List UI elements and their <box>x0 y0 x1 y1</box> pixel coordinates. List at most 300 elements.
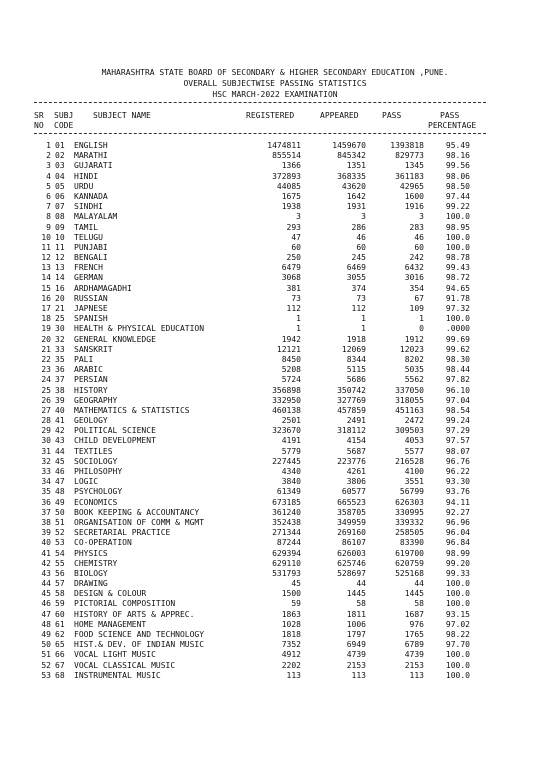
sr-no: 19 <box>41 324 51 334</box>
pass-percentage: 96.10 <box>445 385 470 395</box>
sr-no: 30 <box>41 436 51 446</box>
registered-count: 1 <box>296 324 301 334</box>
col-header-registered: REGISTERED <box>246 111 295 120</box>
pass-count: 3016 <box>404 273 424 283</box>
registered-count: 6479 <box>281 263 301 273</box>
subject-code: 40 <box>55 405 65 415</box>
subject-name: HEALTH & PHYSICAL EDUCATION <box>74 324 205 334</box>
sr-no: 14 <box>41 273 51 283</box>
sr-no: 47 <box>41 609 51 619</box>
col-header-code: CODE <box>54 121 74 130</box>
registered-count: 8450 <box>281 354 301 364</box>
subject-code: 02 <box>55 151 65 161</box>
table-row <box>0 335 550 345</box>
registered-count: 5208 <box>281 365 301 375</box>
subject-name: SOCIOLOGY <box>74 456 118 466</box>
pass-count: 0 <box>419 324 424 334</box>
sr-no: 25 <box>41 385 51 395</box>
registered-count: 332950 <box>272 395 301 405</box>
sr-no: 32 <box>41 456 51 466</box>
subject-name: TELUGU <box>74 232 103 242</box>
pass-percentage: 99.56 <box>445 161 470 171</box>
table-row <box>0 487 550 497</box>
registered-count: 381 <box>286 283 301 293</box>
registered-count: 59 <box>291 599 301 609</box>
subject-code: 09 <box>55 222 65 232</box>
sr-no: 11 <box>41 242 51 252</box>
pass-count: 5035 <box>404 365 424 375</box>
pass-percentage: 98.22 <box>445 630 470 639</box>
sr-no: 13 <box>41 263 51 273</box>
table-row <box>0 610 550 620</box>
subject-name: HIST.& DEV. OF INDIAN MUSIC <box>74 640 205 650</box>
subject-code: 08 <box>55 212 65 222</box>
appeared-count: 245 <box>351 253 366 263</box>
registered-count: 1366 <box>281 161 301 171</box>
table-row <box>0 253 550 263</box>
subject-code: 33 <box>55 344 65 354</box>
pass-count: 4100 <box>404 467 424 476</box>
pass-percentage: 100.0 <box>445 212 470 222</box>
subject-code: 45 <box>55 456 65 466</box>
table-row <box>0 202 550 212</box>
pass-count: 46 <box>414 232 424 242</box>
subject-code: 58 <box>55 589 65 599</box>
registered-count: 112 <box>286 304 301 313</box>
registered-count: 250 <box>286 253 301 263</box>
appeared-count: 1 <box>361 324 366 334</box>
pass-count: 6432 <box>404 263 424 273</box>
subject-name: FRENCH <box>74 263 103 273</box>
pass-percentage: 98.30 <box>445 354 470 364</box>
table-row <box>0 589 550 599</box>
appeared-count: 6469 <box>346 263 366 273</box>
pass-percentage: 92.27 <box>445 507 470 517</box>
pass-count: 5577 <box>404 446 424 456</box>
subject-code: 52 <box>55 528 65 538</box>
sr-no: 33 <box>41 467 51 476</box>
pass-percentage: 97.29 <box>445 426 470 436</box>
table-row <box>0 223 550 233</box>
table-row <box>0 436 550 446</box>
pass-percentage: 100.0 <box>445 579 470 589</box>
col-header-pass-percentage-line2: PERCENTAGE <box>428 121 477 130</box>
sr-no: 40 <box>41 538 51 548</box>
table-row <box>0 284 550 294</box>
sr-no: 38 <box>41 517 51 527</box>
subject-name: MARATHI <box>74 151 108 161</box>
pass-percentage: 100.0 <box>445 670 470 680</box>
appeared-count: 2153 <box>346 660 366 670</box>
subject-name: CO-OPERATION <box>74 538 132 548</box>
sr-no: 31 <box>41 446 51 456</box>
table-row <box>0 243 550 253</box>
subject-name: JAPNESE <box>74 304 108 313</box>
appeared-count: 318112 <box>337 426 366 436</box>
sr-no: 12 <box>41 253 51 263</box>
registered-count: 361240 <box>272 507 301 517</box>
pass-count: 354 <box>409 283 424 293</box>
appeared-count: 5686 <box>346 375 366 385</box>
registered-count: 855514 <box>272 151 301 161</box>
appeared-count: 1918 <box>346 334 366 344</box>
sr-no: 51 <box>41 650 51 660</box>
appeared-count: 1931 <box>346 202 366 212</box>
pass-percentage: 96.76 <box>445 456 470 466</box>
pass-count: 242 <box>409 253 424 263</box>
sr-no: 8 <box>46 212 51 222</box>
sr-no: 17 <box>41 304 51 313</box>
pass-percentage: 97.02 <box>445 619 470 629</box>
sr-no: 41 <box>41 548 51 558</box>
registered-count: 60 <box>291 242 301 252</box>
subject-name: SANSKRIT <box>74 344 113 354</box>
registered-count: 73 <box>291 293 301 303</box>
sr-no: 36 <box>41 497 51 507</box>
registered-count: 113 <box>286 670 301 680</box>
exam-title: HSC MARCH-2022 EXAMINATION <box>212 90 338 99</box>
pass-count: 8202 <box>404 354 424 364</box>
table-row <box>0 518 550 528</box>
sr-no: 21 <box>41 344 51 354</box>
pass-count: 5562 <box>404 375 424 385</box>
subject-code: 25 <box>55 314 65 324</box>
pass-count: 337050 <box>395 385 424 395</box>
appeared-count: 1459670 <box>332 141 366 150</box>
appeared-count: 1642 <box>346 191 366 201</box>
pass-percentage: 100.0 <box>445 599 470 609</box>
registered-count: 1028 <box>281 619 301 629</box>
pass-count: 258505 <box>395 528 424 538</box>
table-row <box>0 661 550 671</box>
pass-count: 2153 <box>404 660 424 670</box>
subject-code: 36 <box>55 365 65 375</box>
subject-code: 68 <box>55 670 65 680</box>
pass-percentage: 99.62 <box>445 344 470 354</box>
pass-percentage: .0000 <box>445 324 470 334</box>
subject-name: VOCAL CLASSICAL MUSIC <box>74 660 176 670</box>
subject-name: GUJARATI <box>74 161 113 171</box>
subject-name: RUSSIAN <box>74 293 108 303</box>
subject-name: GEOGRAPHY <box>74 395 118 405</box>
appeared-count: 626003 <box>337 548 366 558</box>
appeared-count: 1 <box>361 314 366 324</box>
registered-count: 1474811 <box>267 141 301 150</box>
pass-count: 1916 <box>404 202 424 212</box>
subject-code: 56 <box>55 568 65 578</box>
appeared-count: 1797 <box>346 630 366 639</box>
pass-percentage: 98.95 <box>445 222 470 232</box>
table-row <box>0 324 550 334</box>
appeared-count: 112 <box>351 304 366 313</box>
pass-count: 3551 <box>404 477 424 487</box>
table-row <box>0 345 550 355</box>
pass-percentage: 93.76 <box>445 487 470 497</box>
table-row <box>0 528 550 538</box>
appeared-count: 4739 <box>346 650 366 660</box>
subject-code: 61 <box>55 619 65 629</box>
pass-percentage: 93.15 <box>445 609 470 619</box>
subject-name: DESIGN & COLOUR <box>74 589 147 599</box>
sr-no: 34 <box>41 477 51 487</box>
col-header-subject-name: SUBJECT NAME <box>93 111 151 120</box>
pass-count: 976 <box>409 619 424 629</box>
subject-code: 43 <box>55 436 65 446</box>
appeared-count: 3055 <box>346 273 366 283</box>
table-row <box>0 549 550 559</box>
subject-code: 07 <box>55 202 65 212</box>
pass-count: 2472 <box>404 416 424 426</box>
table-row <box>0 599 550 609</box>
col-header-subj: SUBJ <box>54 111 74 120</box>
pass-count: 1912 <box>404 334 424 344</box>
table-row <box>0 314 550 324</box>
appeared-count: 4261 <box>346 467 366 476</box>
statistics-table-body <box>0 141 550 681</box>
subject-name: ARABIC <box>74 365 103 375</box>
col-header-sr: SR <box>34 111 44 120</box>
sr-no: 23 <box>41 365 51 375</box>
pass-count: 1 <box>419 314 424 324</box>
sr-no: 35 <box>41 487 51 497</box>
subject-name: ORGANISATION OF COMM & MGMT <box>74 517 205 527</box>
table-row <box>0 640 550 650</box>
appeared-count: 1445 <box>346 589 366 599</box>
subject-code: 47 <box>55 477 65 487</box>
subject-code: 37 <box>55 375 65 385</box>
subject-name: URDU <box>74 181 94 191</box>
pass-count: 42965 <box>399 181 424 191</box>
subject-code: 53 <box>55 538 65 548</box>
appeared-count: 625746 <box>337 558 366 568</box>
subject-code: 60 <box>55 609 65 619</box>
pass-count: 44 <box>414 579 424 589</box>
registered-count: 61349 <box>276 487 301 497</box>
pass-count: 525168 <box>395 568 424 578</box>
sr-no: 4 <box>46 171 51 181</box>
subject-name: SPANISH <box>74 314 108 324</box>
subject-code: 21 <box>55 304 65 313</box>
table-row <box>0 182 550 192</box>
registered-count: 47 <box>291 232 301 242</box>
pass-percentage: 98.78 <box>445 253 470 263</box>
table-row <box>0 233 550 243</box>
table-row <box>0 498 550 508</box>
pass-count: 4739 <box>404 650 424 660</box>
pass-percentage: 99.33 <box>445 568 470 578</box>
sr-no: 2 <box>46 151 51 161</box>
pass-percentage: 91.78 <box>445 293 470 303</box>
appeared-count: 44 <box>356 579 366 589</box>
subject-code: 05 <box>55 181 65 191</box>
subject-code: 03 <box>55 161 65 171</box>
appeared-count: 368335 <box>337 171 366 181</box>
subject-name: PSYCHOLOGY <box>74 487 123 497</box>
pass-count: 330995 <box>395 507 424 517</box>
pass-percentage: 98.50 <box>445 181 470 191</box>
subject-code: 04 <box>55 171 65 181</box>
pass-percentage: 100.0 <box>445 242 470 252</box>
appeared-count: 5115 <box>346 365 366 375</box>
appeared-count: 46 <box>356 232 366 242</box>
subject-code: 44 <box>55 446 65 456</box>
appeared-count: 1811 <box>346 609 366 619</box>
subject-name: PUNJABI <box>74 242 108 252</box>
registered-count: 293 <box>286 222 301 232</box>
pass-percentage: 97.32 <box>445 304 470 313</box>
subject-name: BIOLOGY <box>74 568 108 578</box>
subject-name: BOOK KEEPING & ACCOUNTANCY <box>74 507 200 517</box>
subject-name: HINDI <box>74 171 99 181</box>
appeared-count: 327769 <box>337 395 366 405</box>
pass-count: 58 <box>414 599 424 609</box>
table-row <box>0 538 550 548</box>
appeared-count: 349959 <box>337 517 366 527</box>
subject-name: MATHEMATICS & STATISTICS <box>74 405 190 415</box>
pass-count: 1345 <box>404 161 424 171</box>
sr-no: 15 <box>41 283 51 293</box>
table-row <box>0 457 550 467</box>
subject-name: MALAYALAM <box>74 212 118 222</box>
sr-no: 46 <box>41 599 51 609</box>
pass-percentage: 98.16 <box>445 151 470 161</box>
subject-name: HISTORY <box>74 385 108 395</box>
subject-code: 01 <box>55 141 65 150</box>
table-row <box>0 365 550 375</box>
subject-code: 30 <box>55 324 65 334</box>
sr-no: 24 <box>41 375 51 385</box>
sr-no: 20 <box>41 334 51 344</box>
pass-percentage: 97.44 <box>445 191 470 201</box>
registered-count: 271344 <box>272 528 301 538</box>
sr-no: 39 <box>41 528 51 538</box>
subject-name: PICTORIAL COMPOSITION <box>74 599 176 609</box>
registered-count: 3 <box>296 212 301 222</box>
registered-count: 1675 <box>281 191 301 201</box>
subject-name: DRAWING <box>74 579 108 589</box>
registered-count: 227445 <box>272 456 301 466</box>
appeared-count: 845342 <box>337 151 366 161</box>
appeared-count: 374 <box>351 283 366 293</box>
sr-no: 42 <box>41 558 51 568</box>
subject-code: 11 <box>55 242 65 252</box>
table-row <box>0 620 550 630</box>
subject-name: ECONOMICS <box>74 497 118 507</box>
table-row <box>0 151 550 161</box>
pass-count: 3 <box>419 212 424 222</box>
col-header-pass-percentage-line1: PASS <box>440 111 460 120</box>
pass-count: 56799 <box>399 487 424 497</box>
table-row <box>0 212 550 222</box>
subject-name: ENGLISH <box>74 141 108 150</box>
subject-name: TAMIL <box>74 222 99 232</box>
subject-name: CHEMISTRY <box>74 558 118 568</box>
registered-count: 673185 <box>272 497 301 507</box>
registered-count: 3840 <box>281 477 301 487</box>
pass-percentage: 100.0 <box>445 589 470 599</box>
table-row <box>0 406 550 416</box>
subject-name: CHILD DEVELOPMENT <box>74 436 156 446</box>
table-row <box>0 426 550 436</box>
registered-count: 4191 <box>281 436 301 446</box>
registered-count: 629394 <box>272 548 301 558</box>
appeared-count: 1006 <box>346 619 366 629</box>
sr-no: 9 <box>46 222 51 232</box>
appeared-count: 286 <box>351 222 366 232</box>
subject-name: PHILOSOPHY <box>74 467 123 476</box>
registered-count: 356898 <box>272 385 301 395</box>
pass-percentage: 100.0 <box>445 660 470 670</box>
table-row <box>0 447 550 457</box>
subject-code: 50 <box>55 507 65 517</box>
table-row <box>0 579 550 589</box>
pass-count: 620759 <box>395 558 424 568</box>
appeared-count: 223776 <box>337 456 366 466</box>
registered-count: 1942 <box>281 334 301 344</box>
pass-count: 619700 <box>395 548 424 558</box>
registered-count: 7352 <box>281 640 301 650</box>
subject-code: 39 <box>55 395 65 405</box>
pass-percentage: 96.84 <box>445 538 470 548</box>
registered-count: 460138 <box>272 405 301 415</box>
subject-name: PERSIAN <box>74 375 108 385</box>
table-row <box>0 569 550 579</box>
header-top-rule <box>34 102 486 103</box>
appeared-count: 665523 <box>337 497 366 507</box>
sr-no: 5 <box>46 181 51 191</box>
sr-no: 27 <box>41 405 51 415</box>
subject-name: PHYSICS <box>74 548 108 558</box>
subject-code: 38 <box>55 385 65 395</box>
pass-percentage: 99.24 <box>445 416 470 426</box>
sr-no: 7 <box>46 202 51 212</box>
appeared-count: 4154 <box>346 436 366 446</box>
pass-count: 318055 <box>395 395 424 405</box>
subject-name: KANNADA <box>74 191 108 201</box>
subject-code: 46 <box>55 467 65 476</box>
pass-count: 283 <box>409 222 424 232</box>
board-title: MAHARASHTRA STATE BOARD OF SECONDARY & HIGHER SECONDARY EDUCATION ,PUNE. <box>101 68 449 77</box>
sr-no: 16 <box>41 293 51 303</box>
subject-code: 06 <box>55 191 65 201</box>
table-row <box>0 508 550 518</box>
pass-percentage: 98.06 <box>445 171 470 181</box>
pass-count: 1687 <box>404 609 424 619</box>
pass-percentage: 93.30 <box>445 477 470 487</box>
subject-code: 14 <box>55 273 65 283</box>
subject-code: 48 <box>55 487 65 497</box>
col-header-no: NO <box>34 121 44 130</box>
table-row <box>0 386 550 396</box>
registered-count: 352438 <box>272 517 301 527</box>
table-row <box>0 467 550 477</box>
subject-code: 66 <box>55 650 65 660</box>
subject-code: 32 <box>55 334 65 344</box>
registered-count: 323670 <box>272 426 301 436</box>
subject-name: ARDHAMAGADHI <box>74 283 132 293</box>
pass-percentage: 94.65 <box>445 283 470 293</box>
table-row <box>0 630 550 640</box>
sr-no: 50 <box>41 640 51 650</box>
appeared-count: 86107 <box>341 538 366 548</box>
subject-code: 41 <box>55 416 65 426</box>
registered-count: 1818 <box>281 630 301 639</box>
table-row <box>0 273 550 283</box>
registered-count: 87244 <box>276 538 301 548</box>
pass-percentage: 98.72 <box>445 273 470 283</box>
subject-code: 35 <box>55 354 65 364</box>
sr-no: 1 <box>46 141 51 150</box>
